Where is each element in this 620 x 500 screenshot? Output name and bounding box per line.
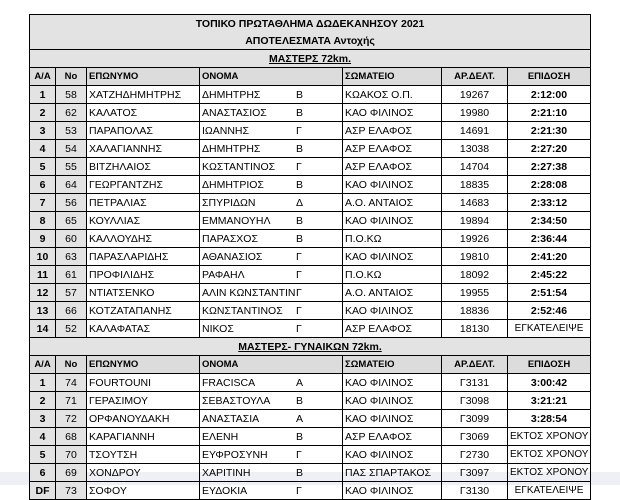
license-number-cell: Γ3131	[442, 374, 508, 392]
club-cell: ΑΣΡ ΕΛΑΦΟΣ	[343, 320, 442, 338]
fathers-initial: Β	[296, 214, 304, 227]
club-cell: ΚΑΟ ΦΙΛΙΝΟΣ	[343, 302, 442, 320]
license-number-cell: Γ3130	[442, 482, 508, 500]
bib-number-cell: 62	[56, 104, 87, 122]
name-cell	[200, 230, 343, 248]
rank-cell: 7	[30, 194, 56, 212]
first-name: ΕΛΕΝΗ	[202, 430, 239, 443]
fathers-initial: Β	[296, 466, 304, 479]
surname-cell: ΧΟΝΔΡΟΥ	[87, 464, 200, 482]
bib-number-cell: 71	[56, 392, 87, 410]
club-cell: ΚΑΟ ΦΙΛΙΝΟΣ	[343, 482, 442, 500]
club-cell: ΑΣΡ ΕΛΑΦΟΣ	[343, 140, 442, 158]
surname-cell: FOURTOUNI	[87, 374, 200, 392]
table-row	[30, 410, 591, 428]
license-number-cell: 18130	[442, 320, 508, 338]
first-name: ΠΑΡΑΣΧΟΣ	[202, 232, 258, 245]
bib-number-cell: 55	[56, 158, 87, 176]
license-number-cell: 19810	[442, 248, 508, 266]
bib-number-cell: 57	[56, 284, 87, 302]
license-number-cell: Γ3099	[442, 410, 508, 428]
fathers-initial: Β	[296, 394, 304, 407]
name-cell	[200, 320, 343, 338]
surname-cell: ΓΕΡΑΣΙΜΟΥ	[87, 392, 200, 410]
name-cell	[200, 266, 343, 284]
first-name: ΚΩΝΣΤΑΝΤΙΝΟΣ	[202, 304, 283, 317]
club-cell: ΚΑΟ ΦΙΛΙΝΟΣ	[343, 212, 442, 230]
table-row	[30, 158, 591, 176]
license-number-cell: 14683	[442, 194, 508, 212]
result-time-cell: 2:21:10	[508, 104, 591, 122]
rank-cell: 8	[30, 212, 56, 230]
club-cell: Π.Ο.ΚΩ	[343, 230, 442, 248]
surname-cell: ΠΕΤΡΑΛΙΑΣ	[87, 194, 200, 212]
rank-cell: 4	[30, 428, 56, 446]
result-time-cell: 2:36:44	[508, 230, 591, 248]
rank-cell: 14	[30, 320, 56, 338]
name-cell	[200, 464, 343, 482]
rank-cell: 1	[30, 374, 56, 392]
bib-number-cell: 74	[56, 374, 87, 392]
surname-cell: ΠΑΡΑΣΛΑΡΙΔΗΣ	[87, 248, 200, 266]
table-row	[30, 266, 591, 284]
first-name: ΝΙΚΟΣ	[202, 322, 234, 335]
result-time-cell: ΕΓΚΑΤΕΛΕΙΨΕ	[508, 482, 591, 500]
surname-cell: ΚΟΥΛΛΙΑΣ	[87, 212, 200, 230]
name-cell	[200, 140, 343, 158]
bib-number-cell: 61	[56, 266, 87, 284]
rank-cell: 2	[30, 392, 56, 410]
table-row	[30, 194, 591, 212]
fathers-initial: Γ	[296, 448, 302, 461]
club-cell: ΚΩΑΚΟΣ Ο.Π.	[343, 86, 442, 104]
column-header-aa: Α/Α	[30, 356, 56, 374]
name-cell	[200, 176, 343, 194]
table-row	[30, 140, 591, 158]
license-number-cell: 13038	[442, 140, 508, 158]
fathers-initial: Β	[296, 142, 304, 155]
club-cell: ΑΣΡ ΕΛΑΦΟΣ	[343, 428, 442, 446]
name-cell	[200, 284, 343, 302]
column-header-club: ΣΩΜΑΤΕΙΟ	[343, 356, 442, 374]
rank-cell: 1	[30, 86, 56, 104]
bib-number-cell: 69	[56, 464, 87, 482]
name-cell	[200, 428, 343, 446]
table-row	[30, 428, 591, 446]
surname-cell: ΤΣΟΥΤΣΗ	[87, 446, 200, 464]
license-number-cell: 19926	[442, 230, 508, 248]
table-row	[30, 122, 591, 140]
club-cell: ΚΑΟ ΦΙΛΙΝΟΣ	[343, 446, 442, 464]
surname-cell: ΠΡΟΦΙΛΙΔΗΣ	[87, 266, 200, 284]
surname-cell: ΧΑΛΑΓΙΑΝΝΗΣ	[87, 140, 200, 158]
result-time-cell: 3:28:54	[508, 410, 591, 428]
bib-number-cell: 73	[56, 482, 87, 500]
surname-cell: ΝΤΙΑΤΣΕΝΚΟ	[87, 284, 200, 302]
result-time-cell: 2:52:46	[508, 302, 591, 320]
fathers-initial: Γ	[296, 304, 302, 317]
first-name: ΚΩΣΤΑΝΤΙΝΟΣ	[202, 160, 276, 173]
name-cell	[200, 374, 343, 392]
result-time-cell: 2:33:12	[508, 194, 591, 212]
name-cell	[200, 212, 343, 230]
column-header-club: ΣΩΜΑΤΕΙΟ	[343, 68, 442, 86]
license-number-cell: Γ2730	[442, 446, 508, 464]
fathers-initial: Β	[296, 430, 304, 443]
first-name: FRACISCA	[202, 376, 256, 389]
column-header-time: ΕΠΙΔΟΣΗ	[508, 356, 591, 374]
document-subtitle: ΑΠΟΤΕΛΕΣΜΑΤΑ Αντοχής	[30, 32, 591, 50]
license-number-cell: Γ3097	[442, 464, 508, 482]
surname-cell: ΚΑΛΑΤΟΣ	[87, 104, 200, 122]
fathers-initial: Γ	[296, 268, 302, 281]
table-row	[30, 212, 591, 230]
column-header-aa: Α/Α	[30, 68, 56, 86]
fathers-initial: Γ	[296, 322, 302, 335]
table-row	[30, 374, 591, 392]
club-cell: ΑΣΡ ΕΛΑΦΟΣ	[343, 158, 442, 176]
license-number-cell: Γ3098	[442, 392, 508, 410]
club-cell: ΚΑΟ ΦΙΛΙΝΟΣ	[343, 248, 442, 266]
first-name: ΣΠΥΡΙΔΩΝ	[202, 196, 256, 209]
table-row	[30, 176, 591, 194]
column-header-row	[30, 356, 591, 374]
fathers-initial: Γ	[296, 484, 302, 497]
fathers-initial: Γ	[296, 124, 302, 137]
first-name: ΧΑΡΙΤΙΝΗ	[202, 466, 251, 479]
rank-cell: 6	[30, 176, 56, 194]
license-number-cell: 18836	[442, 302, 508, 320]
first-name: ΑΛΙΝ ΚΩΝΣΤΑΝΤΙΝ	[202, 286, 296, 299]
license-number-cell: Γ3069	[442, 428, 508, 446]
rank-cell: 3	[30, 122, 56, 140]
bib-number-cell: 72	[56, 410, 87, 428]
first-name: ΕΥΦΡΟΣΥΝΗ	[202, 448, 268, 461]
rank-cell: 4	[30, 140, 56, 158]
name-cell	[200, 158, 343, 176]
rank-cell: 10	[30, 248, 56, 266]
rank-cell: 3	[30, 410, 56, 428]
fathers-initial: Α	[296, 376, 304, 389]
column-header-surname: ΕΠΩΝΥΜΟ	[87, 68, 200, 86]
name-cell	[200, 104, 343, 122]
result-time-cell: ΕΚΤΟΣ ΧΡΟΝΟΥ	[508, 428, 591, 446]
club-cell: ΚΑΟ ΦΙΛΙΝΟΣ	[343, 410, 442, 428]
results-body	[30, 15, 591, 500]
result-time-cell: ΕΚΤΟΣ ΧΡΟΝΟΥ	[508, 446, 591, 464]
table-row	[30, 230, 591, 248]
name-cell	[200, 302, 343, 320]
bib-number-cell: 54	[56, 140, 87, 158]
surname-cell: ΚΟΤΖΑΤΑΠΑΝΗΣ	[87, 302, 200, 320]
first-name: ΔΗΜΗΤΡΗΣ	[202, 88, 261, 101]
result-time-cell: 2:21:30	[508, 122, 591, 140]
rank-cell: 12	[30, 284, 56, 302]
result-time-cell: 2:51:54	[508, 284, 591, 302]
license-number-cell: 19267	[442, 86, 508, 104]
first-name: ΡΑΦΑΗΛ	[202, 268, 245, 281]
result-time-cell: 2:41:20	[508, 248, 591, 266]
result-time-cell: 2:12:00	[508, 86, 591, 104]
license-number-cell: 19955	[442, 284, 508, 302]
table-row	[30, 446, 591, 464]
section-title-row	[30, 50, 591, 68]
rank-cell: 5	[30, 446, 56, 464]
rank-cell: 9	[30, 230, 56, 248]
section-title: ΜΑΣΤΕΡΣ 72km.	[30, 50, 591, 68]
name-cell	[200, 248, 343, 266]
club-cell: ΚΑΟ ΦΙΛΙΝΟΣ	[343, 392, 442, 410]
first-name: ΑΝΑΣΤΑΣΙΑ	[202, 412, 260, 425]
first-name: ΔΗΜΗΤΡΙΟΣ	[202, 178, 264, 191]
column-header-no: No	[56, 68, 87, 86]
name-cell	[200, 410, 343, 428]
bib-number-cell: 65	[56, 212, 87, 230]
club-cell: Π.Ο.ΚΩ	[343, 266, 442, 284]
bib-number-cell: 58	[56, 86, 87, 104]
name-cell	[200, 86, 343, 104]
surname-cell: ΧΑΤΖΗΔΗΜΗΤΡΗΣ	[87, 86, 200, 104]
rank-cell: 11	[30, 266, 56, 284]
document-title: ΤΟΠΙΚΟ ΠΡΩΤΑΘΛΗΜΑ ΔΩΔΕΚΑΝΗΣΟΥ 2021	[30, 15, 591, 33]
surname-cell: ΚΑΡΑΓΙΑΝΝΗ	[87, 428, 200, 446]
column-header-name: ΟΝΟΜΑ	[200, 68, 343, 86]
table-row	[30, 302, 591, 320]
first-name: ΑΝΑΣΤΑΣΙΟΣ	[202, 106, 267, 119]
fathers-initial: Β	[296, 88, 304, 101]
license-number-cell: 14704	[442, 158, 508, 176]
name-cell	[200, 482, 343, 500]
rank-cell: 5	[30, 158, 56, 176]
first-name: ΑΘΑΝΑΣΙΟΣ	[202, 250, 263, 263]
result-time-cell: ΕΓΚΑΤΕΛΕΙΨΕ	[508, 320, 591, 338]
table-row	[30, 86, 591, 104]
column-header-no: No	[56, 356, 87, 374]
table-row	[30, 464, 591, 482]
bib-number-cell: 63	[56, 248, 87, 266]
rank-cell: 2	[30, 104, 56, 122]
first-name: ΔΗΜΗΤΡΗΣ	[202, 142, 261, 155]
result-time-cell: 2:27:38	[508, 158, 591, 176]
table-row	[30, 104, 591, 122]
rank-cell: DF	[30, 482, 56, 500]
club-cell: ΚΑΟ ΦΙΛΙΝΟΣ	[343, 104, 442, 122]
license-number-cell: 19980	[442, 104, 508, 122]
result-time-cell: 2:34:50	[508, 212, 591, 230]
column-header-time: ΕΠΙΔΟΣΗ	[508, 68, 591, 86]
table-row	[30, 284, 591, 302]
bib-number-cell: 70	[56, 446, 87, 464]
name-cell	[200, 446, 343, 464]
column-header-name: ΟΝΟΜΑ	[200, 356, 343, 374]
section-title-row	[30, 338, 591, 356]
column-header-row	[30, 68, 591, 86]
name-cell	[200, 392, 343, 410]
rank-cell: 13	[30, 302, 56, 320]
fathers-initial: Β	[296, 178, 304, 191]
fathers-initial: Α	[296, 412, 304, 425]
bib-number-cell: 53	[56, 122, 87, 140]
first-name: ΙΩΑΝΝΗΣ	[202, 124, 250, 137]
club-cell: ΑΣΡ ΕΛΑΦΟΣ	[343, 122, 442, 140]
license-number-cell: 18835	[442, 176, 508, 194]
club-cell: Α.Ο. ΑΝΤΑΙΟΣ	[343, 194, 442, 212]
name-cell	[200, 194, 343, 212]
bib-number-cell: 66	[56, 302, 87, 320]
column-header-surname: ΕΠΩΝΥΜΟ	[87, 356, 200, 374]
fathers-initial: Β	[296, 106, 304, 119]
surname-cell: ΚΑΛΑΦΑΤΑΣ	[87, 320, 200, 338]
bib-number-cell: 68	[56, 428, 87, 446]
first-name: ΕΜΜΑΝΟΥΗΛ	[202, 214, 271, 227]
table-row	[30, 248, 591, 266]
rank-cell: 6	[30, 464, 56, 482]
bib-number-cell: 52	[56, 320, 87, 338]
surname-cell: ΠΑΡΑΠΟΛΑΣ	[87, 122, 200, 140]
result-time-cell: 2:45:22	[508, 266, 591, 284]
column-header-card: ΑΡ.ΔΕΛΤ.	[442, 356, 508, 374]
fathers-initial: Γ	[296, 160, 302, 173]
fathers-initial: Γ	[296, 250, 302, 263]
table-row	[30, 320, 591, 338]
name-cell	[200, 122, 343, 140]
surname-cell: ΣΟΦΟΥ	[87, 482, 200, 500]
result-time-cell: 2:28:08	[508, 176, 591, 194]
first-name: ΕΥΔΟΚΙΑ	[202, 484, 248, 497]
surname-cell: ΓΕΩΡΓΑΝΤΖΗΣ	[87, 176, 200, 194]
title-row-2	[30, 32, 591, 50]
results-table	[29, 14, 591, 500]
club-cell: ΚΑΟ ΦΙΛΙΝΟΣ	[343, 176, 442, 194]
result-time-cell: 2:27:20	[508, 140, 591, 158]
bib-number-cell: 60	[56, 230, 87, 248]
fathers-initial: Γ	[296, 286, 302, 299]
first-name: ΣΕΒΑΣΤΟΥΛΑ	[202, 394, 271, 407]
result-time-cell: 3:00:42	[508, 374, 591, 392]
surname-cell: ΚΑΛΛΟΥΔΗΣ	[87, 230, 200, 248]
fathers-initial: Β	[296, 232, 304, 245]
table-row	[30, 392, 591, 410]
section-title: ΜΑΣΤΕΡΣ- ΓΥΝΑΙΚΩΝ 72km.	[30, 338, 591, 356]
club-cell: ΠΑΣ ΣΠΑΡΤΑΚΟΣ	[343, 464, 442, 482]
surname-cell: ΒΙΤΖΗΛΑΙΟΣ	[87, 158, 200, 176]
result-time-cell: 3:21:21	[508, 392, 591, 410]
title-row-1	[30, 15, 591, 33]
license-number-cell: 18092	[442, 266, 508, 284]
club-cell: ΚΑΟ ΦΙΛΙΝΟΣ	[343, 374, 442, 392]
column-header-card: ΑΡ.ΔΕΛΤ.	[442, 68, 508, 86]
result-time-cell: ΕΚΤΟΣ ΧΡΟΝΟΥ	[508, 464, 591, 482]
license-number-cell: 19894	[442, 212, 508, 230]
fathers-initial: Δ	[296, 196, 304, 209]
bib-number-cell: 64	[56, 176, 87, 194]
bib-number-cell: 56	[56, 194, 87, 212]
table-row	[30, 482, 591, 500]
surname-cell: ΟΡΦΑΝΟΥΔΑΚΗ	[87, 410, 200, 428]
club-cell: Α.Ο. ΑΝΤΑΙΟΣ	[343, 284, 442, 302]
license-number-cell: 14691	[442, 122, 508, 140]
